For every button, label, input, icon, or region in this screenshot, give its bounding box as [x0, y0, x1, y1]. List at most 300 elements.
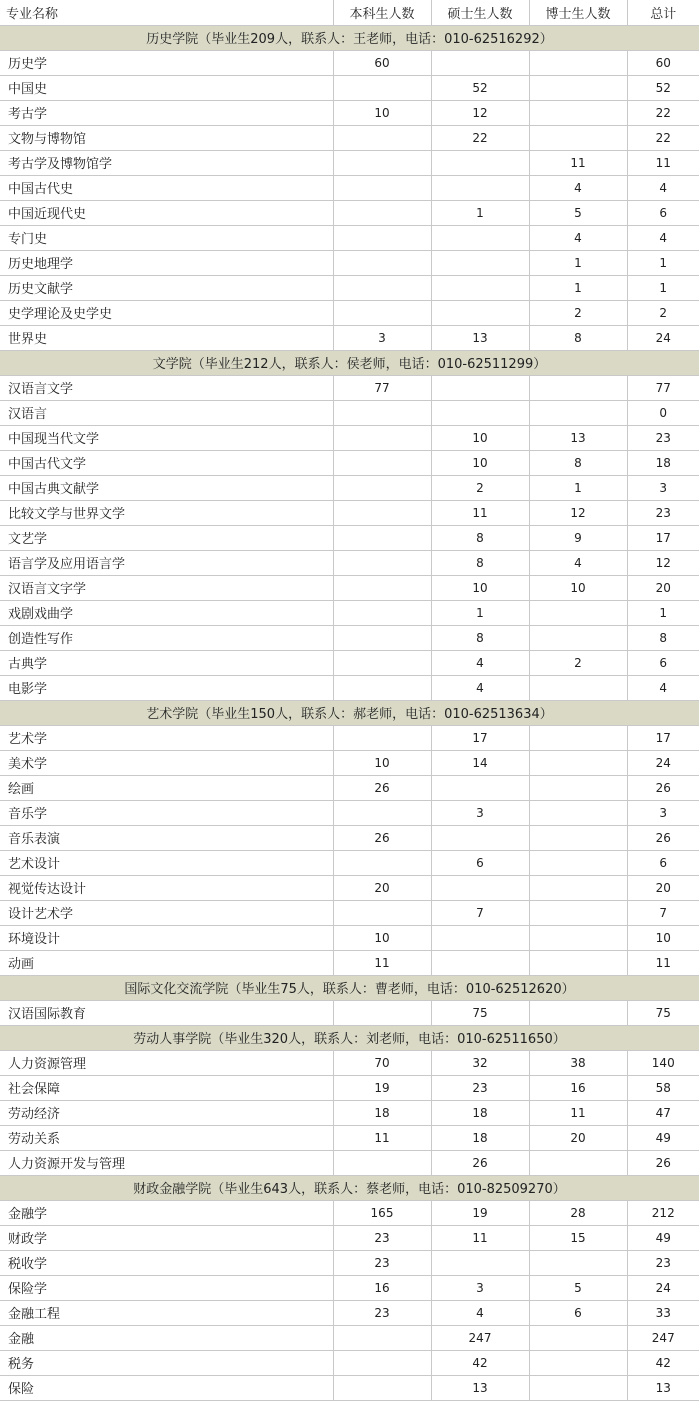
table-row [0, 875, 699, 900]
major-name: 汉语言 [0, 400, 333, 425]
major-name: 历史地理学 [0, 250, 333, 275]
table-row [0, 625, 699, 650]
total-count: 13 [627, 1375, 699, 1400]
phd-count: 20 [529, 1125, 627, 1150]
undergrad-count [333, 575, 431, 600]
table-row [0, 850, 699, 875]
master-count: 26 [431, 1150, 529, 1175]
total-count: 11 [627, 950, 699, 975]
table-row [0, 1300, 699, 1325]
table-header [0, 0, 699, 25]
table-row [0, 225, 699, 250]
phd-count: 8 [529, 450, 627, 475]
master-count: 6 [431, 850, 529, 875]
table-row [0, 900, 699, 925]
undergrad-count [333, 125, 431, 150]
phd-count [529, 1350, 627, 1375]
master-count: 7 [431, 900, 529, 925]
total-count: 2 [627, 300, 699, 325]
header-major: 专业名称 [0, 0, 333, 25]
major-name: 考古学 [0, 100, 333, 125]
major-name: 视觉传达设计 [0, 875, 333, 900]
undergrad-count [333, 200, 431, 225]
header-master: 硕士生人数 [431, 0, 529, 25]
major-name: 戏剧戏曲学 [0, 600, 333, 625]
total-count: 4 [627, 675, 699, 700]
table-row [0, 500, 699, 525]
major-name: 财政学 [0, 1225, 333, 1250]
undergrad-count: 16 [333, 1275, 431, 1300]
total-count: 23 [627, 500, 699, 525]
phd-count [529, 75, 627, 100]
undergrad-count: 18 [333, 1100, 431, 1125]
undergrad-count [333, 725, 431, 750]
table-row [0, 50, 699, 75]
major-name: 史学理论及史学史 [0, 300, 333, 325]
major-name: 劳动关系 [0, 1125, 333, 1150]
table-row [0, 575, 699, 600]
table-row [0, 300, 699, 325]
phd-count: 2 [529, 300, 627, 325]
table-row [0, 250, 699, 275]
master-count: 4 [431, 1300, 529, 1325]
major-name: 汉语国际教育 [0, 1000, 333, 1025]
total-count: 49 [627, 1225, 699, 1250]
table-row [0, 525, 699, 550]
section-title: 艺术学院（毕业生150人，联系人：郝老师，电话：010-62513634） [0, 700, 699, 725]
major-name: 金融学 [0, 1200, 333, 1225]
table-row [0, 450, 699, 475]
major-name: 古典学 [0, 650, 333, 675]
master-count [431, 375, 529, 400]
total-count: 1 [627, 250, 699, 275]
total-count: 24 [627, 325, 699, 350]
master-count [431, 300, 529, 325]
major-name: 人力资源开发与管理 [0, 1150, 333, 1175]
master-count [431, 950, 529, 975]
total-count: 4 [627, 175, 699, 200]
total-count: 77 [627, 375, 699, 400]
major-name: 金融 [0, 1325, 333, 1350]
master-count: 1 [431, 600, 529, 625]
master-count: 42 [431, 1350, 529, 1375]
undergrad-count [333, 400, 431, 425]
total-count: 1 [627, 275, 699, 300]
undergrad-count: 26 [333, 825, 431, 850]
undergrad-count [333, 1375, 431, 1400]
header-row [0, 0, 699, 25]
master-count: 2 [431, 475, 529, 500]
major-name: 保险 [0, 1375, 333, 1400]
undergrad-count [333, 275, 431, 300]
total-count: 10 [627, 925, 699, 950]
major-name: 中国近现代史 [0, 200, 333, 225]
section-row [0, 25, 699, 50]
phd-count: 9 [529, 525, 627, 550]
table-row [0, 675, 699, 700]
phd-count [529, 1375, 627, 1400]
master-count: 13 [431, 325, 529, 350]
phd-count: 4 [529, 550, 627, 575]
header-undergrad: 本科生人数 [333, 0, 431, 25]
table-row [0, 1375, 699, 1400]
table-row [0, 1325, 699, 1350]
table-row [0, 925, 699, 950]
phd-count: 5 [529, 1275, 627, 1300]
master-count [431, 150, 529, 175]
master-count: 8 [431, 525, 529, 550]
table-body [0, 25, 699, 1400]
total-count: 7 [627, 900, 699, 925]
total-count: 49 [627, 1125, 699, 1150]
undergrad-count [333, 450, 431, 475]
undergrad-count [333, 650, 431, 675]
master-count: 75 [431, 1000, 529, 1025]
master-count [431, 925, 529, 950]
table-row [0, 650, 699, 675]
phd-count: 4 [529, 225, 627, 250]
undergrad-count: 26 [333, 775, 431, 800]
master-count [431, 175, 529, 200]
undergrad-count [333, 150, 431, 175]
total-count: 26 [627, 1150, 699, 1175]
master-count: 18 [431, 1100, 529, 1125]
total-count: 12 [627, 550, 699, 575]
major-name: 电影学 [0, 675, 333, 700]
major-name: 艺术学 [0, 725, 333, 750]
phd-count [529, 800, 627, 825]
major-name: 环境设计 [0, 925, 333, 950]
phd-count: 1 [529, 250, 627, 275]
total-count: 17 [627, 525, 699, 550]
section-row [0, 350, 699, 375]
table-row [0, 1050, 699, 1075]
major-name: 劳动经济 [0, 1100, 333, 1125]
total-count: 20 [627, 575, 699, 600]
total-count: 1 [627, 600, 699, 625]
table-row [0, 775, 699, 800]
table-row [0, 950, 699, 975]
undergrad-count: 20 [333, 875, 431, 900]
table-row [0, 1200, 699, 1225]
total-count: 11 [627, 150, 699, 175]
total-count: 24 [627, 1275, 699, 1300]
undergrad-count: 77 [333, 375, 431, 400]
table-row [0, 1350, 699, 1375]
master-count: 22 [431, 125, 529, 150]
undergrad-count [333, 425, 431, 450]
total-count: 24 [627, 750, 699, 775]
phd-count: 11 [529, 1100, 627, 1125]
major-name: 税务 [0, 1350, 333, 1375]
undergrad-count: 19 [333, 1075, 431, 1100]
undergrad-count: 23 [333, 1250, 431, 1275]
undergrad-count [333, 800, 431, 825]
major-name: 美术学 [0, 750, 333, 775]
table-row [0, 75, 699, 100]
total-count: 6 [627, 650, 699, 675]
undergrad-count [333, 1325, 431, 1350]
master-count [431, 1250, 529, 1275]
undergrad-count: 3 [333, 325, 431, 350]
table-row [0, 1275, 699, 1300]
major-name: 音乐学 [0, 800, 333, 825]
section-row [0, 1025, 699, 1050]
master-count: 3 [431, 800, 529, 825]
undergrad-count: 10 [333, 925, 431, 950]
phd-count: 1 [529, 275, 627, 300]
total-count: 33 [627, 1300, 699, 1325]
phd-count: 15 [529, 1225, 627, 1250]
total-count: 26 [627, 825, 699, 850]
phd-count [529, 675, 627, 700]
major-name: 税收学 [0, 1250, 333, 1275]
undergrad-count [333, 175, 431, 200]
major-name: 世界史 [0, 325, 333, 350]
phd-count [529, 1250, 627, 1275]
phd-count [529, 125, 627, 150]
undergrad-count: 70 [333, 1050, 431, 1075]
table-row [0, 275, 699, 300]
undergrad-count [333, 600, 431, 625]
section-title: 劳动人事学院（毕业生320人，联系人：刘老师，电话：010-62511650） [0, 1025, 699, 1050]
phd-count: 10 [529, 575, 627, 600]
phd-count: 11 [529, 150, 627, 175]
table-row [0, 1125, 699, 1150]
master-count [431, 225, 529, 250]
master-count [431, 875, 529, 900]
master-count: 4 [431, 675, 529, 700]
major-name: 中国古典文献学 [0, 475, 333, 500]
phd-count [529, 850, 627, 875]
phd-count: 8 [529, 325, 627, 350]
major-name: 中国古代史 [0, 175, 333, 200]
table-row [0, 1075, 699, 1100]
section-row [0, 1175, 699, 1200]
master-count: 17 [431, 725, 529, 750]
header-total: 总计 [627, 0, 699, 25]
table-row [0, 800, 699, 825]
master-count [431, 50, 529, 75]
major-name: 专门史 [0, 225, 333, 250]
table-row [0, 475, 699, 500]
master-count: 247 [431, 1325, 529, 1350]
total-count: 26 [627, 775, 699, 800]
total-count: 247 [627, 1325, 699, 1350]
section-row [0, 975, 699, 1000]
master-count [431, 775, 529, 800]
table-row [0, 150, 699, 175]
major-name: 历史学 [0, 50, 333, 75]
undergrad-count [333, 250, 431, 275]
total-count: 212 [627, 1200, 699, 1225]
table-row [0, 825, 699, 850]
undergrad-count [333, 475, 431, 500]
master-count: 4 [431, 650, 529, 675]
total-count: 18 [627, 450, 699, 475]
phd-count [529, 100, 627, 125]
master-count: 11 [431, 500, 529, 525]
major-name: 比较文学与世界文学 [0, 500, 333, 525]
total-count: 6 [627, 200, 699, 225]
total-count: 8 [627, 625, 699, 650]
undergrad-count: 23 [333, 1300, 431, 1325]
master-count: 8 [431, 625, 529, 650]
major-name: 创造性写作 [0, 625, 333, 650]
total-count: 22 [627, 100, 699, 125]
total-count: 0 [627, 400, 699, 425]
total-count: 75 [627, 1000, 699, 1025]
table-row [0, 400, 699, 425]
phd-count [529, 925, 627, 950]
major-name: 社会保障 [0, 1075, 333, 1100]
major-name: 中国史 [0, 75, 333, 100]
phd-count: 38 [529, 1050, 627, 1075]
undergrad-count [333, 1000, 431, 1025]
phd-count [529, 1325, 627, 1350]
master-count [431, 400, 529, 425]
phd-count [529, 1000, 627, 1025]
major-name: 艺术设计 [0, 850, 333, 875]
undergrad-count [333, 1350, 431, 1375]
undergrad-count [333, 75, 431, 100]
major-name: 设计艺术学 [0, 900, 333, 925]
phd-count [529, 400, 627, 425]
phd-count [529, 900, 627, 925]
total-count: 20 [627, 875, 699, 900]
total-count: 3 [627, 475, 699, 500]
total-count: 22 [627, 125, 699, 150]
table-row [0, 125, 699, 150]
major-name: 考古学及博物馆学 [0, 150, 333, 175]
header-phd: 博士生人数 [529, 0, 627, 25]
phd-count: 16 [529, 1075, 627, 1100]
section-title: 文学院（毕业生212人，联系人：侯老师，电话：010-62511299） [0, 350, 699, 375]
phd-count [529, 825, 627, 850]
major-name: 文艺学 [0, 525, 333, 550]
table-row [0, 600, 699, 625]
major-name: 文物与博物馆 [0, 125, 333, 150]
phd-count [529, 725, 627, 750]
phd-count: 5 [529, 200, 627, 225]
total-count: 4 [627, 225, 699, 250]
table-row [0, 725, 699, 750]
phd-count: 12 [529, 500, 627, 525]
table-row [0, 1000, 699, 1025]
master-count [431, 275, 529, 300]
master-count: 11 [431, 1225, 529, 1250]
table-row [0, 325, 699, 350]
total-count: 23 [627, 1250, 699, 1275]
total-count: 6 [627, 850, 699, 875]
undergrad-count [333, 900, 431, 925]
undergrad-count [333, 525, 431, 550]
master-count: 10 [431, 450, 529, 475]
undergrad-count [333, 625, 431, 650]
section-row [0, 700, 699, 725]
major-name: 历史文献学 [0, 275, 333, 300]
undergrad-count: 10 [333, 750, 431, 775]
major-name: 汉语言文字学 [0, 575, 333, 600]
master-count [431, 250, 529, 275]
table-row [0, 100, 699, 125]
phd-count [529, 600, 627, 625]
phd-count [529, 375, 627, 400]
master-count: 1 [431, 200, 529, 225]
table-row [0, 1150, 699, 1175]
major-name: 金融工程 [0, 1300, 333, 1325]
phd-count: 6 [529, 1300, 627, 1325]
phd-count [529, 775, 627, 800]
total-count: 52 [627, 75, 699, 100]
table-row [0, 1250, 699, 1275]
phd-count: 2 [529, 650, 627, 675]
table-row [0, 425, 699, 450]
total-count: 42 [627, 1350, 699, 1375]
phd-count [529, 750, 627, 775]
major-name: 语言学及应用语言学 [0, 550, 333, 575]
phd-count [529, 625, 627, 650]
table-row [0, 550, 699, 575]
total-count: 3 [627, 800, 699, 825]
phd-count: 4 [529, 175, 627, 200]
section-title: 财政金融学院（毕业生643人，联系人：蔡老师，电话：010-82509270） [0, 1175, 699, 1200]
major-name: 中国现当代文学 [0, 425, 333, 450]
undergrad-count: 11 [333, 1125, 431, 1150]
master-count: 13 [431, 1375, 529, 1400]
total-count: 17 [627, 725, 699, 750]
undergrad-count: 60 [333, 50, 431, 75]
phd-count: 13 [529, 425, 627, 450]
undergrad-count: 10 [333, 100, 431, 125]
total-count: 58 [627, 1075, 699, 1100]
phd-count: 28 [529, 1200, 627, 1225]
phd-count [529, 1150, 627, 1175]
table-row [0, 175, 699, 200]
undergrad-count [333, 300, 431, 325]
section-title: 国际文化交流学院（毕业生75人，联系人：曹老师，电话：010-62512620） [0, 975, 699, 1000]
total-count: 23 [627, 425, 699, 450]
table-row [0, 375, 699, 400]
master-count: 52 [431, 75, 529, 100]
master-count: 18 [431, 1125, 529, 1150]
total-count: 140 [627, 1050, 699, 1075]
total-count: 47 [627, 1100, 699, 1125]
table-row [0, 1225, 699, 1250]
master-count: 10 [431, 425, 529, 450]
undergrad-count [333, 850, 431, 875]
undergrad-count: 165 [333, 1200, 431, 1225]
master-count: 23 [431, 1075, 529, 1100]
major-name: 绘画 [0, 775, 333, 800]
master-count: 19 [431, 1200, 529, 1225]
undergrad-count [333, 675, 431, 700]
major-name: 人力资源管理 [0, 1050, 333, 1075]
undergrad-count [333, 225, 431, 250]
undergrad-count: 11 [333, 950, 431, 975]
phd-count [529, 50, 627, 75]
master-count: 14 [431, 750, 529, 775]
major-name: 中国古代文学 [0, 450, 333, 475]
undergrad-count: 23 [333, 1225, 431, 1250]
undergrad-count [333, 500, 431, 525]
section-title: 历史学院（毕业生209人，联系人：王老师，电话：010-62516292） [0, 25, 699, 50]
master-count: 12 [431, 100, 529, 125]
undergrad-count [333, 1150, 431, 1175]
master-count: 8 [431, 550, 529, 575]
major-name: 音乐表演 [0, 825, 333, 850]
table-row [0, 200, 699, 225]
